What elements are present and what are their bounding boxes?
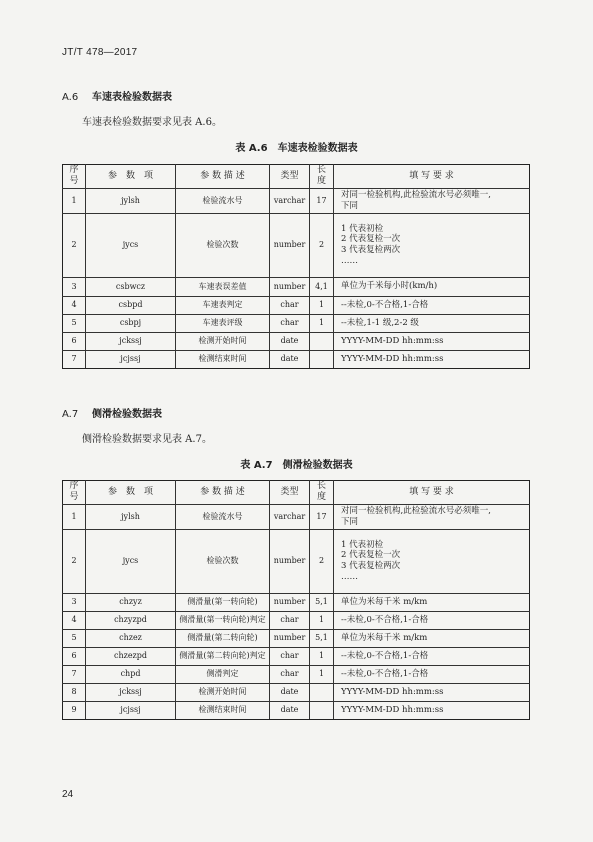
cell-no: 4: [63, 611, 86, 629]
column-header: 填 写 要 求: [334, 165, 530, 189]
cell-requirement: [334, 647, 530, 665]
section-title: 车速表检验数据表: [92, 92, 172, 103]
cell-len: [310, 350, 334, 368]
cell-type: varchar: [270, 188, 310, 213]
cell-no: 5: [63, 629, 86, 647]
cell-len: 4,1: [310, 277, 334, 296]
cell-type: number: [270, 529, 310, 593]
cell-no: 7: [63, 665, 86, 683]
section-number: A.7: [62, 409, 79, 420]
column-header: 序号: [63, 165, 86, 189]
column-header: 参 数 项: [86, 481, 176, 505]
cell-desc: 检验流水号: [176, 504, 270, 529]
cell-requirement: [334, 683, 530, 701]
cell-param: jycs: [86, 213, 176, 277]
table-row: [63, 647, 530, 665]
table-caption-title: 车速表检验数据表: [277, 143, 358, 154]
cell-no: 2: [63, 529, 86, 593]
table-row: [63, 504, 530, 529]
cell-no: 8: [63, 683, 86, 701]
requirement-line: --未检,0-不合格,1-合格: [341, 668, 429, 679]
requirement-line: 2 代表复检一次: [341, 550, 401, 561]
cell-len: 1: [310, 647, 334, 665]
cell-requirement: [334, 701, 530, 719]
cell-desc: 检测结束时间: [176, 350, 270, 368]
table-caption-a6: [0, 139, 593, 154]
data-table-a6: [62, 164, 530, 369]
requirement-line: --未检,1-1 级,2-2 级: [341, 317, 419, 328]
section-title: 侧滑检验数据表: [92, 409, 162, 420]
cell-type: char: [270, 314, 310, 332]
cell-len: 2: [310, 529, 334, 593]
table-row: [63, 213, 530, 277]
cell-param: jckssj: [86, 332, 176, 350]
cell-desc: 车速表判定: [176, 296, 270, 314]
requirement-line: YYYY-MM-DD hh:mm:ss: [341, 353, 444, 364]
cell-len: 1: [310, 665, 334, 683]
table-row: [63, 277, 530, 296]
cell-no: 1: [63, 504, 86, 529]
table-row: [63, 665, 530, 683]
cell-type: char: [270, 665, 310, 683]
requirement-line: ……: [341, 571, 358, 582]
cell-requirement: [334, 350, 530, 368]
requirement-line: YYYY-MM-DD hh:mm:ss: [341, 686, 444, 697]
cell-desc: 侧滑判定: [176, 665, 270, 683]
table-row: [63, 629, 530, 647]
requirement-line: --未检,0-不合格,1-合格: [341, 299, 429, 310]
cell-desc: 车速表误差值: [176, 277, 270, 296]
requirement-line: 2 代表复检一次: [341, 234, 401, 245]
table-row: [63, 529, 530, 593]
cell-len: 1: [310, 296, 334, 314]
cell-no: 2: [63, 213, 86, 277]
cell-type: number: [270, 277, 310, 296]
requirement-line: 对同一检验机构,此检验流水号必须唯一,: [341, 189, 491, 200]
column-header: 参 数 描 述: [176, 481, 270, 505]
column-header: 参 数 项: [86, 165, 176, 189]
section-paragraph-a6: 车速表检验数据要求见表 A.6。: [82, 117, 222, 128]
cell-param: chzez: [86, 629, 176, 647]
column-header: 填 写 要 求: [334, 481, 530, 505]
cell-len: 1: [310, 611, 334, 629]
cell-param: chzyz: [86, 593, 176, 611]
cell-desc: 车速表评级: [176, 314, 270, 332]
cell-no: 9: [63, 701, 86, 719]
cell-requirement: [334, 611, 530, 629]
cell-type: number: [270, 593, 310, 611]
cell-desc: 检验次数: [176, 529, 270, 593]
cell-len: 5,1: [310, 629, 334, 647]
section-paragraph-a7: 侧滑检验数据要求见表 A.7。: [82, 434, 212, 445]
cell-type: date: [270, 350, 310, 368]
table-row: [63, 314, 530, 332]
table-row: [63, 701, 530, 719]
table-caption-a7: [0, 456, 593, 471]
requirement-line: YYYY-MM-DD hh:mm:ss: [341, 335, 444, 346]
requirement-line: ……: [341, 255, 358, 266]
cell-desc: 侧滑量(第二转向轮): [176, 629, 270, 647]
cell-param: chzezpd: [86, 647, 176, 665]
table-caption-number: 表 A.6: [235, 143, 268, 154]
column-header: 类型: [270, 481, 310, 505]
cell-no: 6: [63, 332, 86, 350]
cell-len: 17: [310, 188, 334, 213]
cell-requirement: [334, 188, 530, 213]
cell-param: chpd: [86, 665, 176, 683]
cell-desc: 检测开始时间: [176, 332, 270, 350]
section-heading-a7: [62, 405, 162, 420]
cell-type: char: [270, 611, 310, 629]
column-header: 参 数 描 述: [176, 165, 270, 189]
cell-len: 2: [310, 213, 334, 277]
cell-type: date: [270, 683, 310, 701]
cell-requirement: [334, 314, 530, 332]
requirement-line: 对同一检验机构,此检验流水号必须唯一,: [341, 505, 491, 516]
cell-no: 3: [63, 593, 86, 611]
cell-len: 5,1: [310, 593, 334, 611]
cell-type: number: [270, 629, 310, 647]
page-number: 24: [62, 789, 74, 800]
cell-requirement: [334, 529, 530, 593]
table-row: [63, 296, 530, 314]
requirement-line: 下同: [341, 516, 359, 527]
requirement-line: 1 代表初检: [341, 539, 384, 550]
cell-param: jcjssj: [86, 701, 176, 719]
cell-param: jylsh: [86, 188, 176, 213]
cell-no: 7: [63, 350, 86, 368]
column-header: 序号: [63, 481, 86, 505]
cell-requirement: [334, 277, 530, 296]
table-caption-title: 侧滑检验数据表: [282, 460, 353, 471]
cell-requirement: [334, 593, 530, 611]
requirement-line: --未检,0-不合格,1-合格: [341, 650, 429, 661]
cell-param: chzyzpd: [86, 611, 176, 629]
requirement-line: YYYY-MM-DD hh:mm:ss: [341, 704, 444, 715]
table-row: [63, 332, 530, 350]
table-caption-number: 表 A.7: [240, 460, 273, 471]
section-heading-a6: [62, 88, 172, 103]
cell-desc: 检测开始时间: [176, 683, 270, 701]
table-row: [63, 683, 530, 701]
cell-param: jycs: [86, 529, 176, 593]
cell-desc: 检验次数: [176, 213, 270, 277]
requirement-line: 3 代表复检两次: [341, 245, 401, 255]
cell-type: date: [270, 701, 310, 719]
cell-param: csbwcz: [86, 277, 176, 296]
cell-desc: 侧滑量(第一转向轮)判定: [176, 611, 270, 629]
requirement-line: 单位为米每千米 m/km: [341, 632, 428, 643]
table-row: [63, 350, 530, 368]
cell-desc: 侧滑量(第一转向轮): [176, 593, 270, 611]
cell-no: 3: [63, 277, 86, 296]
column-header: 类型: [270, 165, 310, 189]
cell-type: date: [270, 332, 310, 350]
standard-number: JT/T 478—2017: [62, 47, 138, 58]
cell-requirement: [334, 504, 530, 529]
table-row: [63, 188, 530, 213]
requirement-line: 单位为千米每小时(km/h): [341, 281, 438, 292]
cell-type: varchar: [270, 504, 310, 529]
cell-no: 5: [63, 314, 86, 332]
cell-param: csbpj: [86, 314, 176, 332]
cell-param: csbpd: [86, 296, 176, 314]
requirement-line: 3 代表复检两次: [341, 561, 401, 571]
requirement-line: --未检,0-不合格,1-合格: [341, 614, 429, 625]
column-header: 长度: [310, 481, 334, 505]
cell-requirement: [334, 296, 530, 314]
cell-desc: 检测结束时间: [176, 701, 270, 719]
cell-requirement: [334, 213, 530, 277]
cell-param: jcjssj: [86, 350, 176, 368]
table-row: [63, 593, 530, 611]
cell-type: char: [270, 647, 310, 665]
cell-len: [310, 701, 334, 719]
requirement-line: 单位为米每千米 m/km: [341, 596, 428, 607]
cell-param: jylsh: [86, 504, 176, 529]
column-header: 长度: [310, 165, 334, 189]
cell-no: 1: [63, 188, 86, 213]
cell-type: number: [270, 213, 310, 277]
cell-requirement: [334, 665, 530, 683]
cell-len: 17: [310, 504, 334, 529]
cell-len: [310, 332, 334, 350]
cell-no: 6: [63, 647, 86, 665]
section-number: A.6: [62, 92, 79, 103]
cell-desc: 侧滑量(第二转向轮)判定: [176, 647, 270, 665]
cell-desc: 检验流水号: [176, 188, 270, 213]
cell-len: [310, 683, 334, 701]
cell-no: 4: [63, 296, 86, 314]
cell-param: jckssj: [86, 683, 176, 701]
cell-requirement: [334, 629, 530, 647]
cell-len: 1: [310, 314, 334, 332]
cell-requirement: [334, 332, 530, 350]
table-row: [63, 611, 530, 629]
requirement-line: 1 代表初检: [341, 223, 384, 234]
requirement-line: 下同: [341, 200, 359, 211]
data-table-a7: [62, 480, 530, 720]
cell-type: char: [270, 296, 310, 314]
